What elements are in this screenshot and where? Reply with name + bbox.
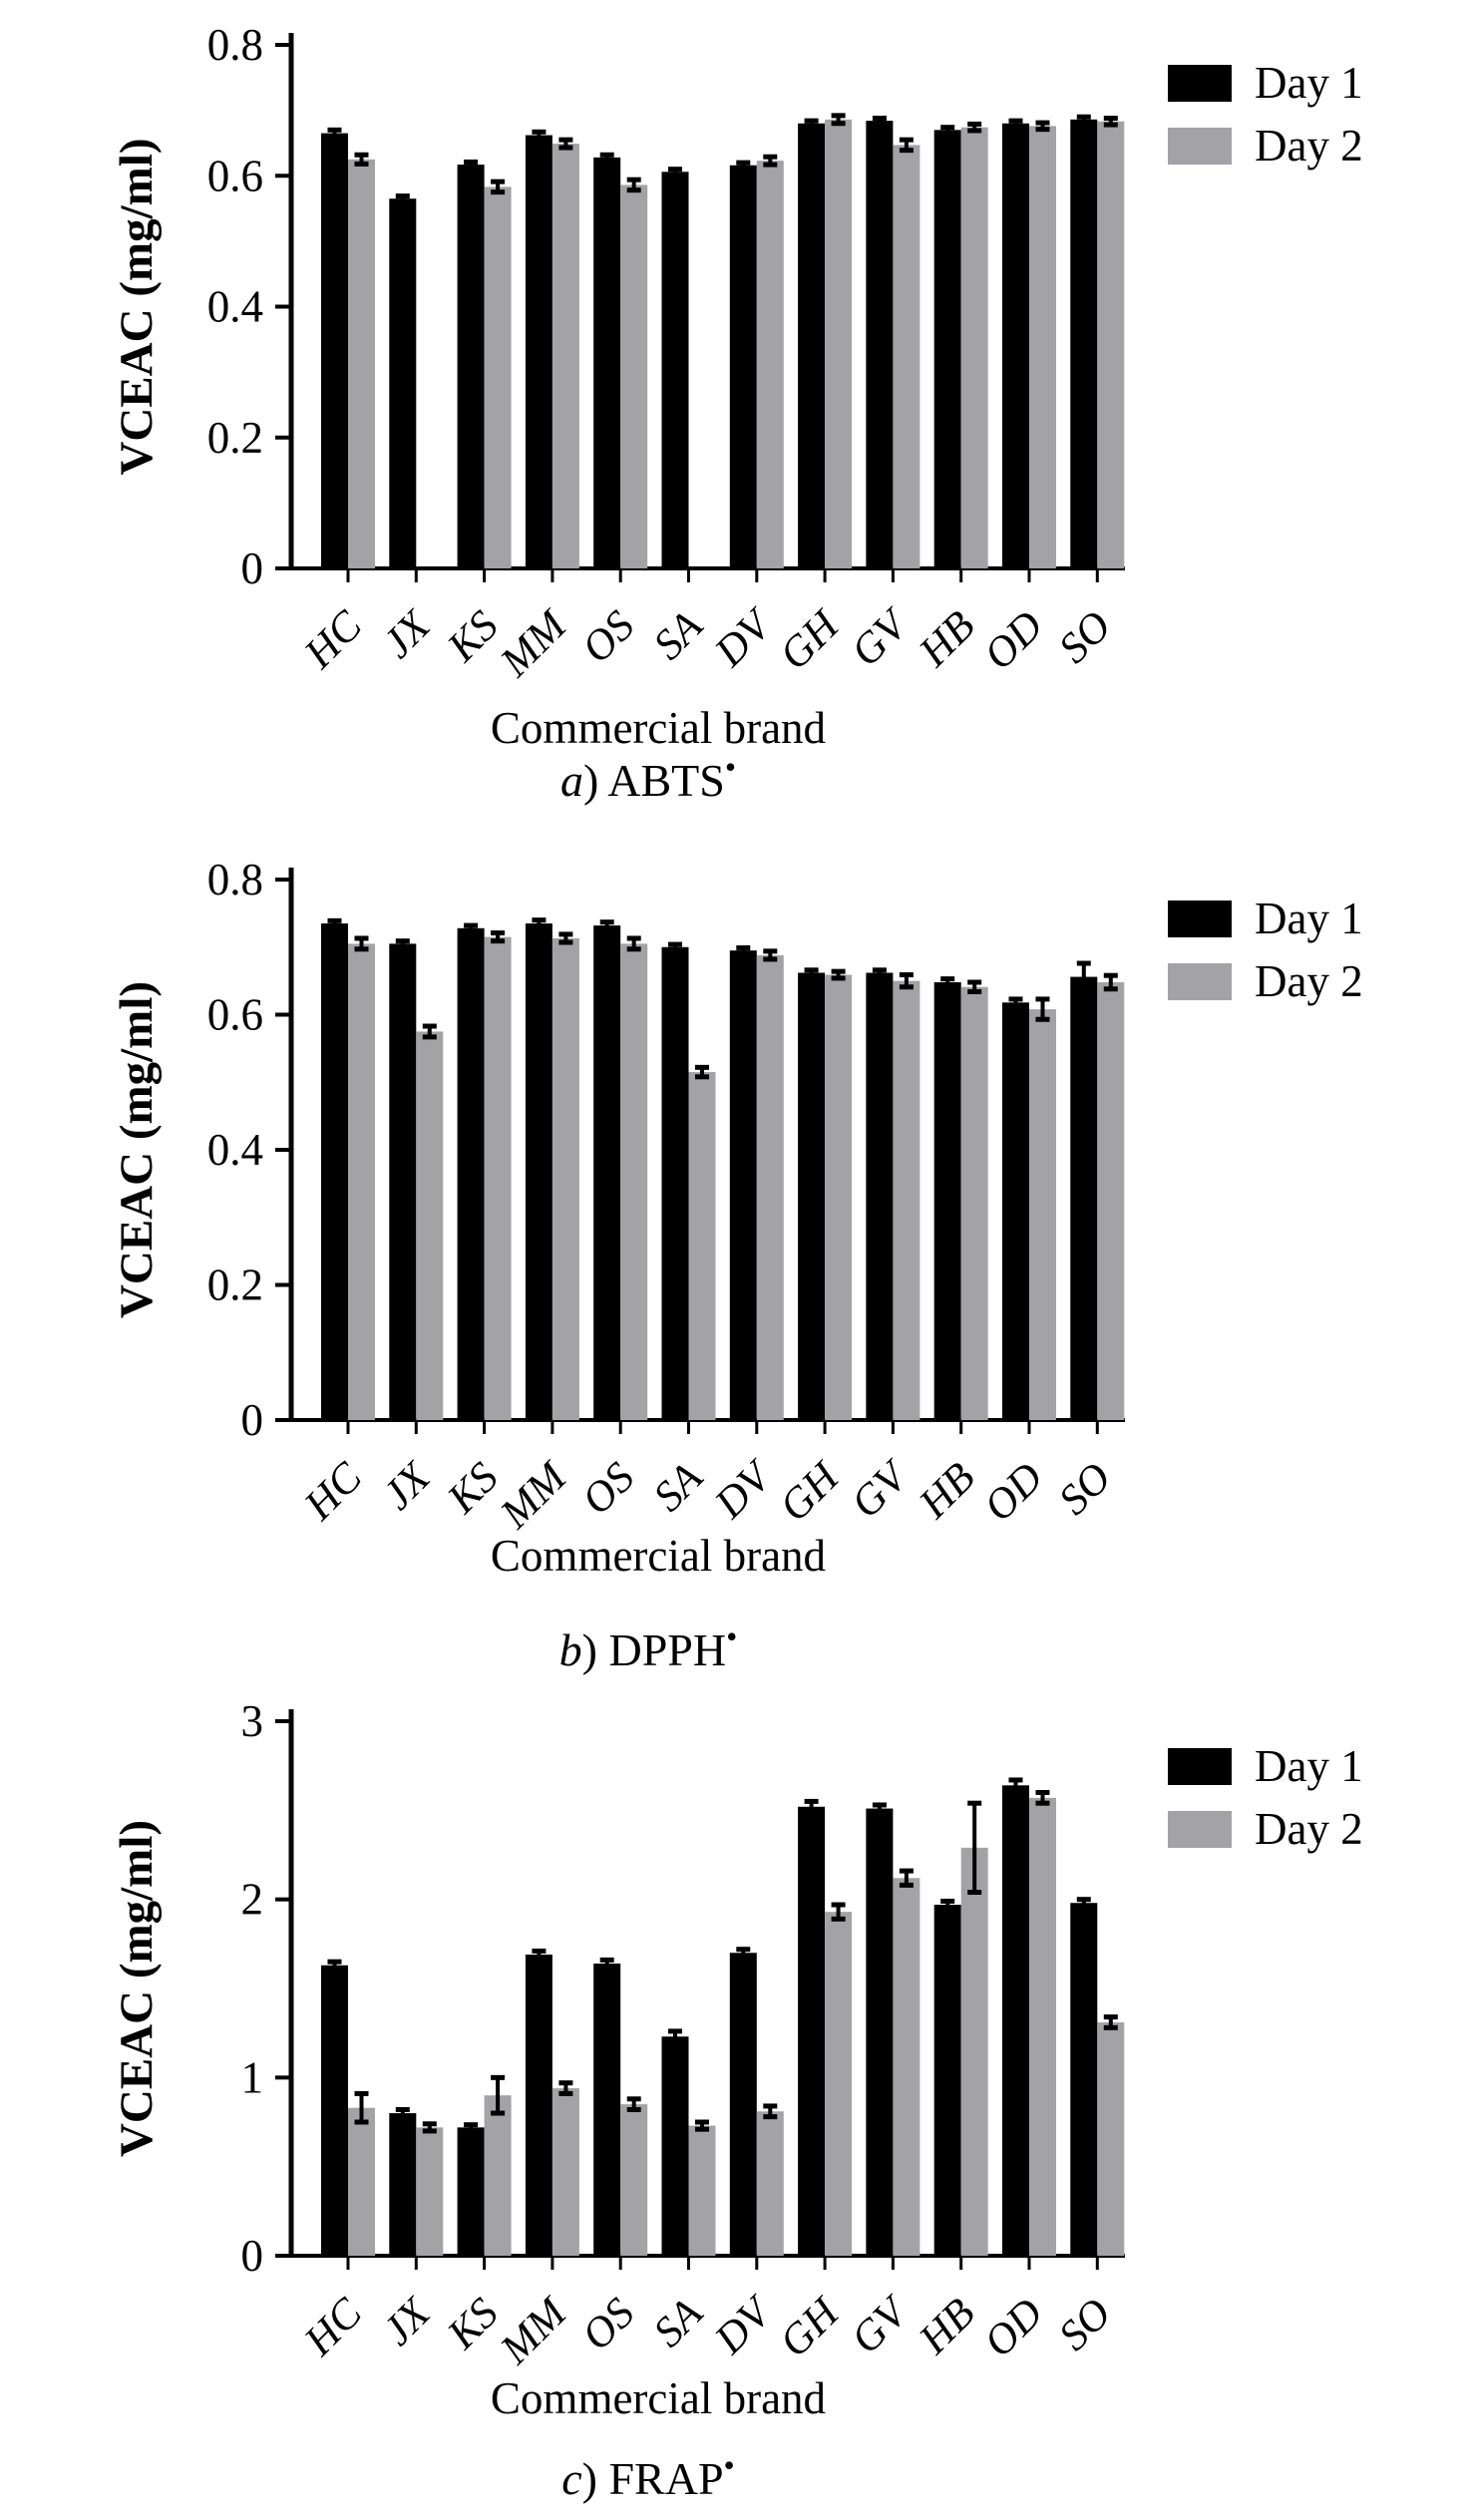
bar-HC-day1 xyxy=(321,923,348,1420)
y-tick-label: 1 xyxy=(240,2052,263,2103)
bar-GH-day1 xyxy=(798,124,825,568)
legend-label-day1: Day 1 xyxy=(1255,894,1363,943)
x-axis-title: Commercial brand xyxy=(490,1531,827,1581)
bar-GH-day2 xyxy=(825,120,852,568)
bar-SO-day2 xyxy=(1097,2022,1124,2256)
bar-SA-day2 xyxy=(689,2126,716,2256)
bar-GH-day1 xyxy=(798,1807,825,2256)
x-category-label: OD xyxy=(974,1453,1053,1531)
bar-OD-day2 xyxy=(1029,126,1056,568)
bar-MM-day1 xyxy=(526,136,552,568)
x-axis-title: Commercial brand xyxy=(490,703,827,753)
bar-HC-day1 xyxy=(321,134,348,568)
panel-caption: b) DPPH• xyxy=(558,1619,738,1675)
bar-HC-day1 xyxy=(321,1966,348,2256)
bar-OD-day1 xyxy=(1002,1785,1029,2256)
bar-SO-day1 xyxy=(1070,120,1097,568)
bar-MM-day1 xyxy=(526,1955,552,2256)
x-category-label: JX xyxy=(374,601,440,668)
panel-caption: a) ABTS• xyxy=(559,749,737,806)
bar-HB-day1 xyxy=(934,982,961,1420)
bar-OS-day2 xyxy=(620,2104,647,2256)
x-category-label: SO xyxy=(1049,1453,1121,1525)
x-category-label: JX xyxy=(374,2289,440,2355)
x-category-label: DV xyxy=(706,1453,780,1528)
bar-HC-day2 xyxy=(348,160,375,568)
y-tick-label: 0.8 xyxy=(206,20,263,70)
panel-abts xyxy=(0,0,1468,813)
bar-GV-day1 xyxy=(866,1809,893,2256)
bar-OD-day2 xyxy=(1029,1798,1056,2256)
bar-HC-day2 xyxy=(348,943,375,1420)
bar-SA-day1 xyxy=(662,172,689,568)
legend-label-day2: Day 2 xyxy=(1255,1804,1363,1854)
y-tick-label: 0 xyxy=(240,2231,263,2281)
bar-JX-day2 xyxy=(416,2127,443,2256)
x-category-label: GH xyxy=(771,601,849,679)
x-category-label: HB xyxy=(910,601,984,676)
legend-swatch-day1 xyxy=(1168,900,1232,937)
legend-swatch-day2 xyxy=(1168,963,1232,1000)
y-tick-label: 2 xyxy=(240,1874,263,1925)
x-category-label: SO xyxy=(1049,2289,1121,2360)
x-category-label: JX xyxy=(374,1453,440,1520)
x-category-label: OD xyxy=(974,601,1053,679)
bar-DV-day1 xyxy=(730,950,757,1420)
bar-JX-day2 xyxy=(416,1031,443,1420)
chart-b xyxy=(0,813,1468,1688)
bar-HB-day2 xyxy=(961,987,988,1420)
x-category-label: GH xyxy=(771,2289,849,2366)
x-category-label: KS xyxy=(438,601,508,671)
x-category-label: GV xyxy=(842,601,917,676)
bar-MM-day2 xyxy=(552,938,579,1420)
y-tick-label: 0.2 xyxy=(206,412,263,463)
x-category-label: KS xyxy=(438,1453,508,1523)
y-tick-label: 0.6 xyxy=(206,151,263,201)
bar-DV-day2 xyxy=(757,955,784,1420)
legend-label-day2: Day 2 xyxy=(1255,121,1363,171)
bar-OS-day1 xyxy=(593,1964,620,2256)
x-category-label: SA xyxy=(644,601,712,669)
bar-HB-day1 xyxy=(934,1905,961,2256)
bar-GH-day2 xyxy=(825,1912,852,2256)
bar-GV-day2 xyxy=(893,1878,919,2256)
bar-DV-day2 xyxy=(757,161,784,568)
bar-HC-day2 xyxy=(348,2108,375,2256)
bar-HB-day2 xyxy=(961,1848,988,2256)
bar-KS-day2 xyxy=(485,937,512,1420)
x-axis-title: Commercial brand xyxy=(490,2373,827,2423)
bar-KS-day1 xyxy=(458,928,485,1420)
chart-a xyxy=(0,0,1468,813)
x-category-label: MM xyxy=(492,2289,575,2373)
x-category-label: SO xyxy=(1049,601,1121,673)
x-category-label: MM xyxy=(492,1453,575,1538)
y-tick-label: 0.4 xyxy=(206,1125,263,1175)
bar-SO-day1 xyxy=(1070,1903,1097,2256)
x-category-label: GV xyxy=(842,2289,917,2363)
bar-MM-day2 xyxy=(552,2088,579,2256)
bar-GV-day2 xyxy=(893,981,919,1420)
bar-JX-day1 xyxy=(389,2113,416,2256)
bar-MM-day2 xyxy=(552,144,579,568)
bar-DV-day1 xyxy=(730,1953,757,2256)
y-tick-label: 0 xyxy=(240,1395,263,1445)
bar-OD-day2 xyxy=(1029,1009,1056,1420)
bar-KS-day2 xyxy=(485,2095,512,2256)
panel-dpph xyxy=(0,813,1468,1688)
x-category-label: DV xyxy=(706,601,780,676)
bar-KS-day1 xyxy=(458,2127,485,2256)
bar-OD-day1 xyxy=(1002,124,1029,568)
x-category-label: DV xyxy=(706,2289,780,2363)
legend-swatch-day1 xyxy=(1168,1748,1232,1785)
y-axis-title: VCEAC (mg/ml) xyxy=(111,980,163,1319)
y-tick-label: 0 xyxy=(240,543,263,593)
y-tick-label: 3 xyxy=(240,1696,263,1746)
bar-JX-day1 xyxy=(389,198,416,568)
legend-label-day1: Day 1 xyxy=(1255,1741,1363,1791)
x-category-label: HB xyxy=(910,2289,984,2363)
bar-OS-day2 xyxy=(620,943,647,1420)
bar-SA-day1 xyxy=(662,2036,689,2256)
legend-label-day1: Day 1 xyxy=(1255,58,1363,108)
y-tick-label: 0.4 xyxy=(206,281,263,332)
bar-SA-day1 xyxy=(662,947,689,1420)
x-category-label: HC xyxy=(295,1453,372,1530)
x-category-label: MM xyxy=(492,601,575,686)
x-category-label: SA xyxy=(644,1453,712,1521)
bar-DV-day2 xyxy=(757,2111,784,2256)
y-axis-title: VCEAC (mg/ml) xyxy=(111,1819,163,2158)
bar-OD-day1 xyxy=(1002,1002,1029,1420)
bar-KS-day1 xyxy=(458,165,485,568)
bar-SA-day2 xyxy=(689,1072,716,1420)
x-category-label: OS xyxy=(572,1453,644,1525)
bar-SO-day2 xyxy=(1097,982,1124,1420)
x-category-label: HC xyxy=(295,2289,372,2365)
chart-c xyxy=(0,1688,1468,2520)
bar-GV-day2 xyxy=(893,145,919,568)
bar-HB-day1 xyxy=(934,130,961,568)
panel-frap xyxy=(0,1688,1468,2520)
bar-GH-day2 xyxy=(825,975,852,1420)
x-category-label: KS xyxy=(438,2289,508,2358)
legend-label-day2: Day 2 xyxy=(1255,956,1363,1006)
bar-SO-day1 xyxy=(1070,977,1097,1420)
bar-GH-day1 xyxy=(798,972,825,1420)
x-category-label: GH xyxy=(771,1453,849,1531)
bar-SO-day2 xyxy=(1097,122,1124,568)
legend-swatch-day2 xyxy=(1168,128,1232,165)
panel-caption: c) FRAP• xyxy=(561,2447,735,2504)
bar-OS-day2 xyxy=(620,184,647,568)
bar-OS-day1 xyxy=(593,925,620,1420)
x-category-label: HB xyxy=(910,1453,984,1528)
x-category-label: GV xyxy=(842,1453,917,1528)
x-category-label: OD xyxy=(974,2289,1053,2366)
x-category-label: OS xyxy=(572,601,644,673)
y-tick-label: 0.2 xyxy=(206,1260,263,1310)
bar-KS-day2 xyxy=(485,186,512,568)
x-category-label: SA xyxy=(644,2289,712,2356)
bar-MM-day1 xyxy=(526,923,552,1420)
legend-swatch-day1 xyxy=(1168,65,1232,102)
x-category-label: OS xyxy=(572,2289,644,2360)
y-axis-title: VCEAC (mg/ml) xyxy=(111,138,163,476)
x-category-label: HC xyxy=(295,601,372,678)
bar-GV-day1 xyxy=(866,121,893,568)
bar-OS-day1 xyxy=(593,158,620,568)
y-tick-label: 0.8 xyxy=(206,855,263,904)
bar-JX-day1 xyxy=(389,943,416,1420)
y-tick-label: 0.6 xyxy=(206,989,263,1040)
legend-swatch-day2 xyxy=(1168,1811,1232,1848)
bar-GV-day1 xyxy=(866,972,893,1420)
bar-HB-day2 xyxy=(961,128,988,568)
bar-DV-day1 xyxy=(730,166,757,568)
